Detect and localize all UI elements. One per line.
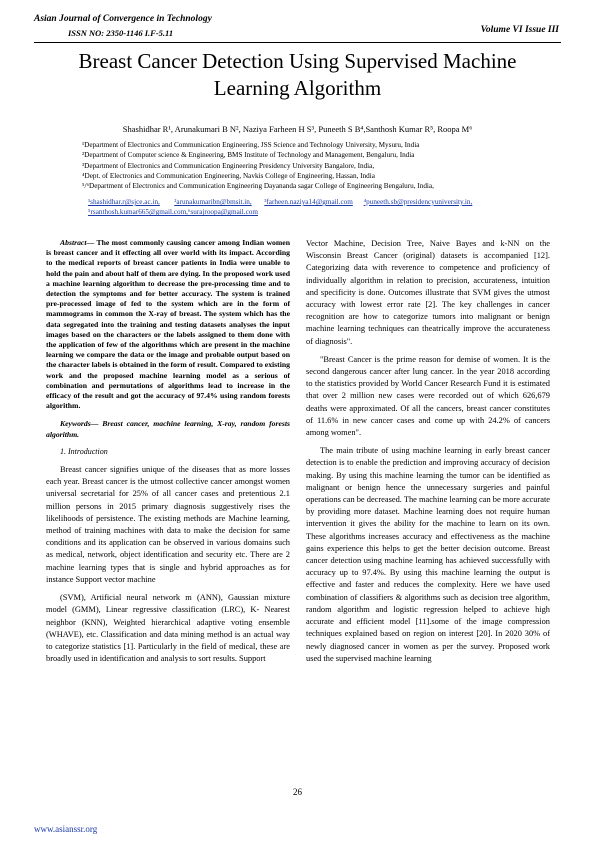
- affiliation-1: ¹Department of Electronics and Communication Engineering, JSS Science and Technology University, Mysuru, India: [82, 141, 420, 149]
- intro-paragraph-3: Vector Machine, Decision Tree, Naive Bayes and k-NN on the Wisconsin Breast Cancer (original) datasets is accompanied [12]. Categorizing data with reverence to competence and proficiency of individually algorithm in relation to precision, accurateness, intuition and specificity is done. Outcomes illustrate that SVM gives the utmost accuracy with lowest error rate [2]. The key challenges in cancer recognition are how to categorize tumors into malignant or benign machine learning techniques can theatrically improve the accurateness of diagnosis".: [306, 239, 550, 346]
- affiliation-2: ²Department of Computer science & Engineering, BMS Institute of Technology and Management, Bengaluru, India: [82, 151, 415, 160]
- affiliation-list: [82, 140, 552, 191]
- intro-paragraph-4: "Breast Cancer is the prime reason for demise of women. It is the second dangerous cancer after lung cancer. In the year 2018 according to the statistics provided by World Cancer Research Fund it is estimated that over 2 million new cases were recorded out of which 626,679 deaths were approximated. Of all the cancers, breast cancer constitutes of 11.6% in new cancer cases and come up with 24.2% of cancers among women".: [306, 354, 550, 438]
- email-link-2[interactable]: ²arunakumaribn@bmsit.in,: [174, 198, 252, 206]
- abstract: [46, 238, 290, 411]
- header-rule: [34, 42, 561, 43]
- volume-issue: Volume VI Issue III: [480, 25, 559, 35]
- affiliation-3: ³Department of Electronics and Communication Engineering Presidency University Bangalore, India,: [82, 161, 375, 170]
- author-list: Shashidhar R¹, Arunakumari B N², Naziya Farheen H S³, Puneeth S B⁴,Santhosh Kumar R⁵, Roopa M⁶: [122, 124, 473, 134]
- email-link-4[interactable]: ⁴puneeth.sb@presidencyuniversity.in,: [363, 198, 473, 206]
- email-row-2: [88, 207, 558, 217]
- email-link-3[interactable]: ³farheen.naziya14@gmail.com: [264, 198, 353, 206]
- abstract-text: The most commonly causing cancer among Indian women is breast cancer and it effecting all over world with its impact. According to the medical reports of breast cancer patients in India were unable to hold the pain and about half of them are dying. In the proposed work used a machine learning algorithm to decrease the pre-processing time and to detection the symptoms and for better accuracy. The system is trained pre-processed image of fed to the system which are in the form of mammograms in common the X-ray of breast. The system which has the data segregated into the training and testing datasets analyses the input images based on the characters or the labels assigned to them done with the application of few of the algorithms which are present in the machine learning we compare the data or the image and probable output based on the character labels is obtained in the form of result. Compared to existing work and the proposed machine learning model as a serious of combination and permutations of algorithms lead to increase in the efficacy of the result and got the accuracy of 97.4% using random forests algorithm.: [46, 238, 290, 411]
- email-link-1[interactable]: ¹shashidhar.r@sjce.ac.in,: [88, 198, 160, 206]
- keywords: Keywords— Breast cancer, machine learning, X-ray, random forests algorithm.: [46, 419, 290, 439]
- right-column: [306, 238, 550, 665]
- email-list: [88, 197, 558, 218]
- affiliation-4: ⁴Dept. of Electronics and Communication Engineering, Navkis College of Engineering, Hassan, India: [82, 171, 375, 180]
- intro-paragraph-5: The main tribute of using machine learning in early breast cancer detection is to enable the prediction and improving accuracy of decision making. By using this machine learning the tumor can be identified as malignant or benign hence the unnecessary surgeries and painful operations can be decreased. The machine learning can be more accurate by providing more dataset. Machine learning does not require human intervention it gives the ability for the machine to learn on its own. These algorithms increases accuracy and effectiveness as the machine gains experience this helps to get the better decision outcome. Breast cancer detection using machine learning has achieved successfully with accuracy up to 97.4%. By using this machine learning the output is effective and faster and reduces the complexity. Here we have used combination of classifiers & algorithms such as decision tree algorithm, random algorithm and logistic regression helped to achieve high accurate and efficient model [11].some of the image compression techniques explained based on region on interest [20]. In 2020 30% of newly diagnosed cancer in women as per the survey. Proposed work used the supervised machine learning: [306, 446, 550, 663]
- page-number: 26: [293, 787, 302, 797]
- email-row-1: [88, 197, 558, 207]
- paper-title: Breast Cancer Detection Using Supervised Machine Learning Algorithm: [78, 49, 517, 100]
- intro-paragraph-2: (SVM), Artificial neural network m (ANN), Gaussian mixture model (GMM), Linear regressive classification (LRC), K- Nearest neighbor (KNN), Weighted hierarchical adaptive voting ensemble (WHAVE), etc. Classification and data mining method is an actual way to categorize statistics [1]. Particularly in the field of medical, these are broadly used in identification and analysis to sort results. Support: [46, 593, 290, 664]
- footer-url-link[interactable]: www.asianssr.org: [34, 824, 98, 834]
- email-link-5[interactable]: ⁵rsanthosh.kumar665@gmail.com,: [88, 208, 188, 217]
- section-heading-introduction: 1. Introduction: [60, 446, 108, 456]
- abstract-label: Abstract—: [60, 238, 95, 247]
- issn-label: ISSN NO: 2350-1146 I.F-5.11: [68, 28, 174, 38]
- journal-name: Asian Journal of Convergence in Technology: [34, 14, 212, 24]
- email-link-6[interactable]: ⁶surajroopa@gmail.com: [187, 208, 258, 217]
- left-column: [46, 238, 290, 665]
- intro-paragraph-1: Breast cancer signifies unique of the diseases that as more losses each year. Breast cancer is the utmost collective cancer amongst women universal secretarial for 25% of all cancer cases and pretentious 2.1 million persons in 2015 primary diagnosis suggestively rises the likelihoods of persistence. The existing methods are Machine learning, method of training machines with data to make the decision for same conditions and its application can be observed in various domains such as medical, network, object identification and security etc. There are 2 machine learning types that is single and hybrid approaches as for instance Support vector machine: [46, 465, 290, 584]
- affiliation-5: ⁵/⁶Department of Electronics and Communication Engineering Dayananda sagar College of Engineering Bengaluru, India,: [82, 182, 434, 191]
